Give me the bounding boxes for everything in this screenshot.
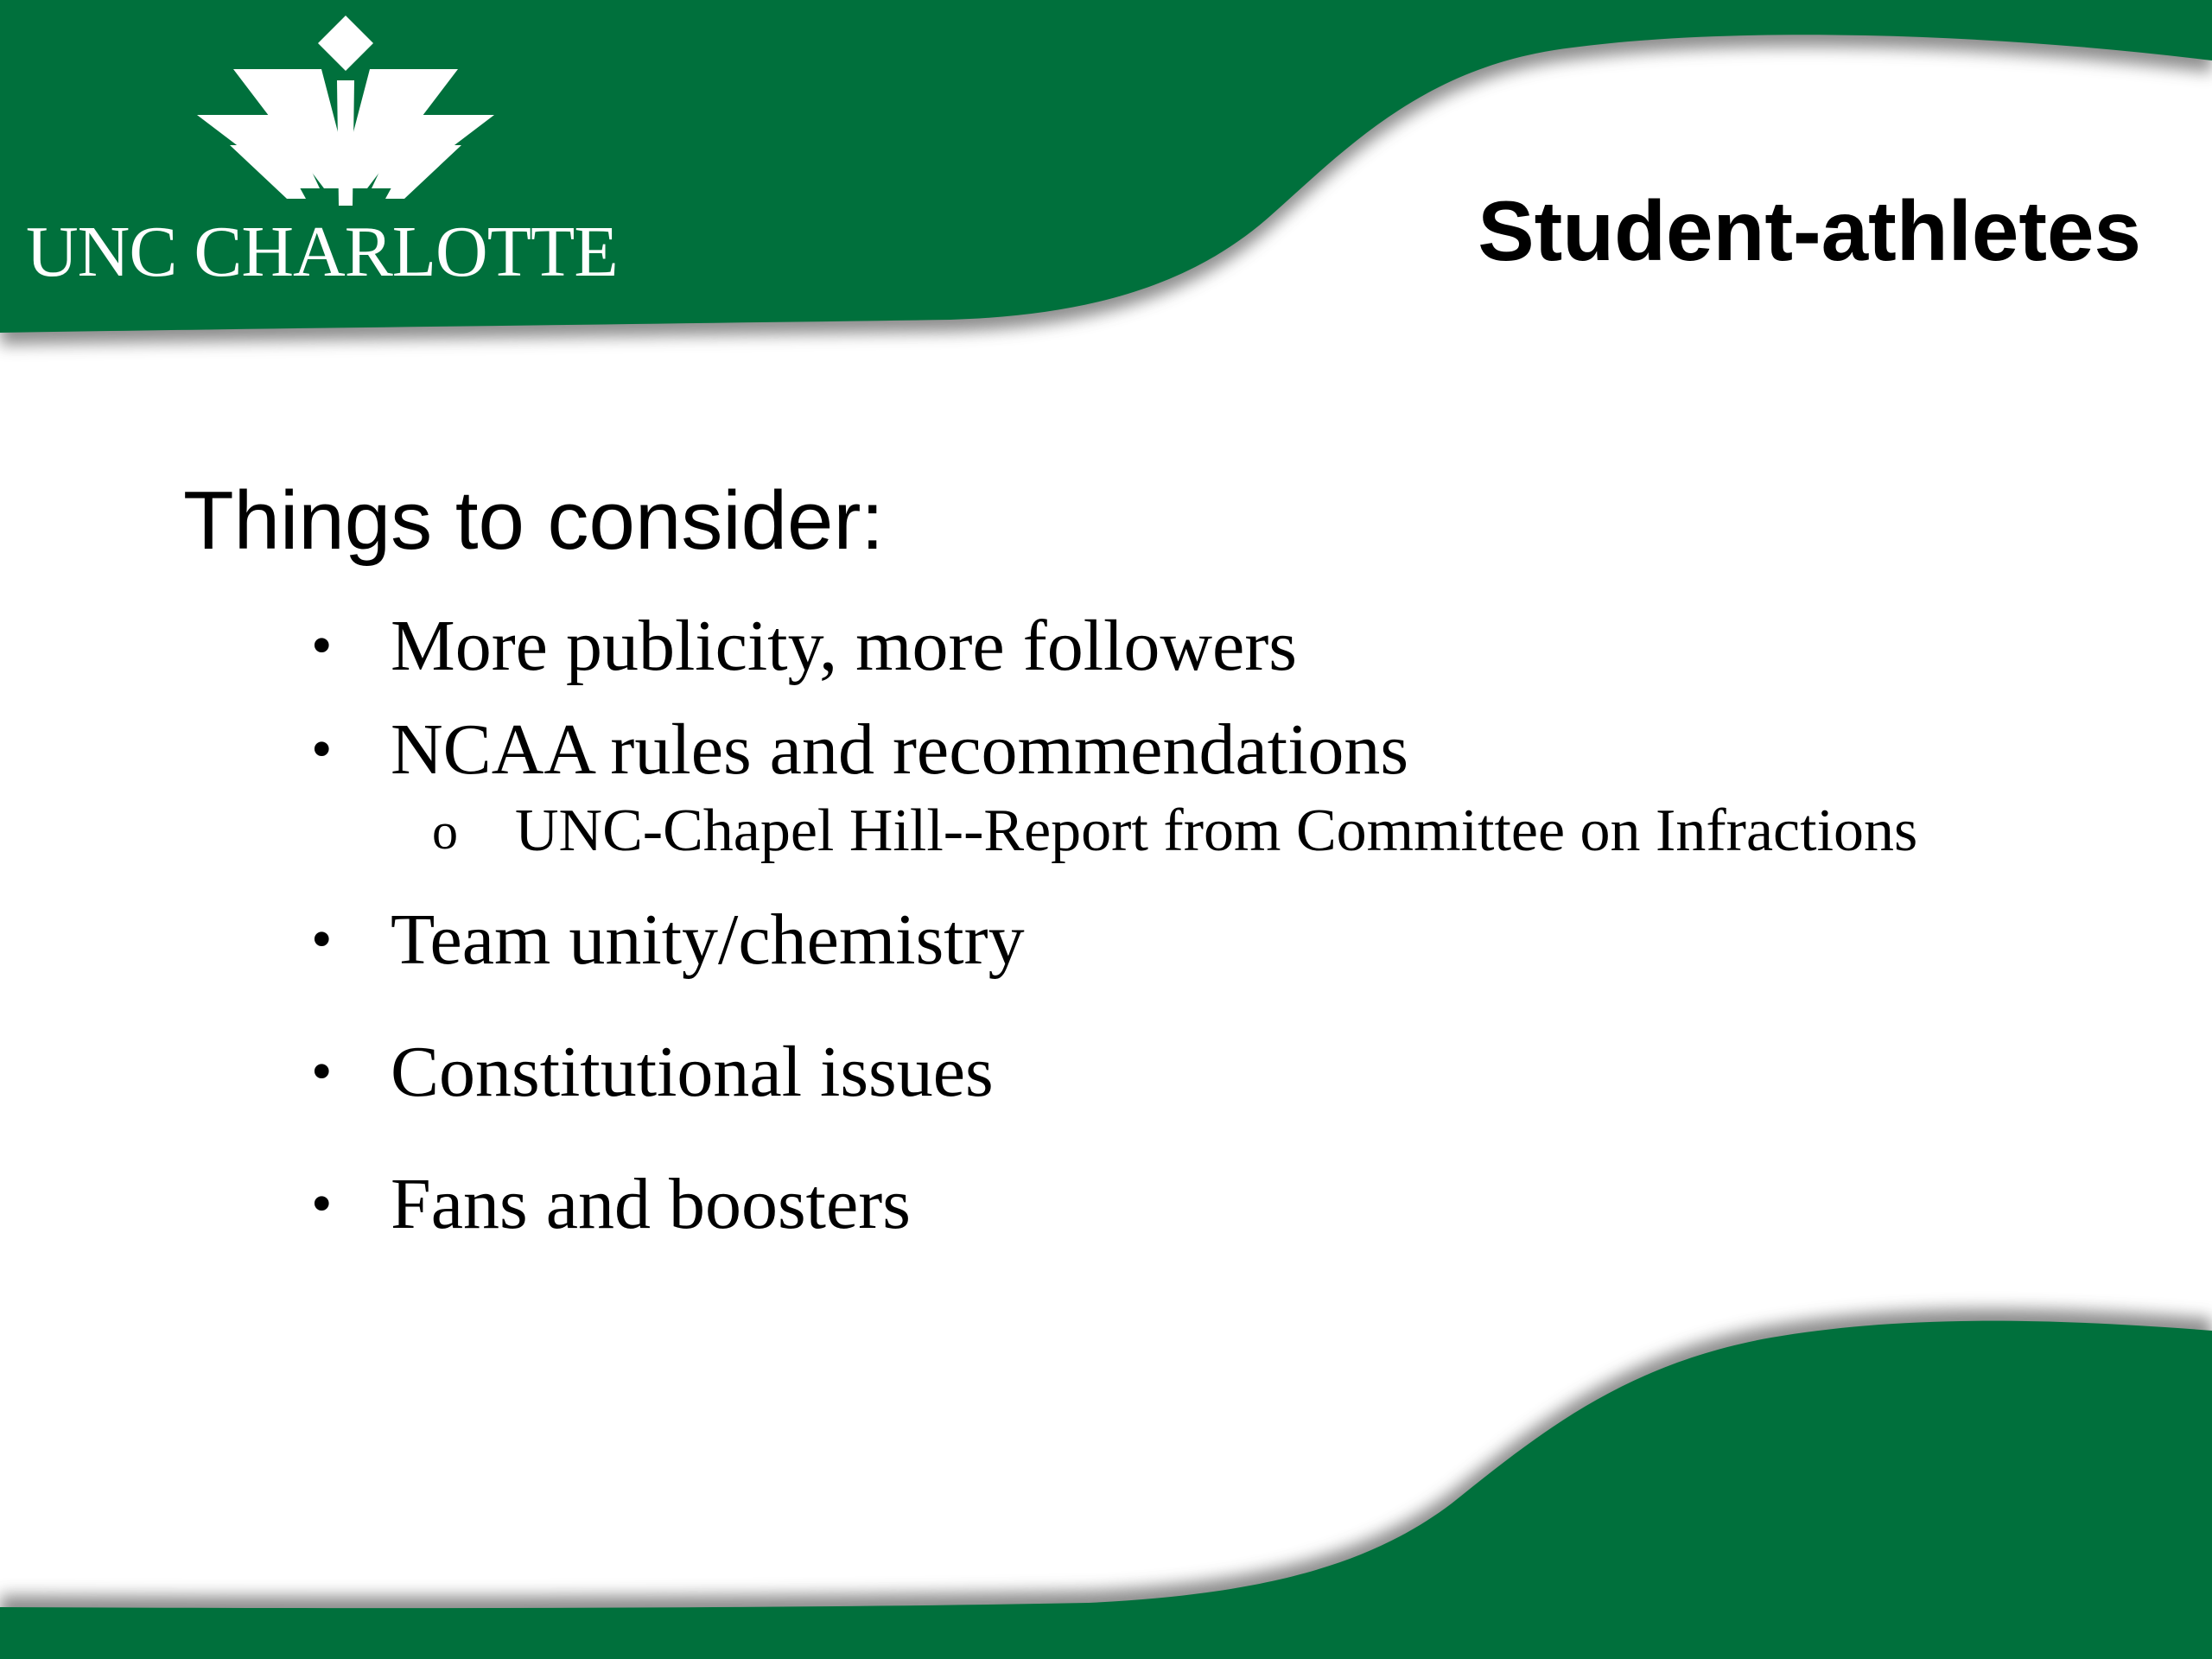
bullet-marker: • — [311, 906, 333, 973]
slide-title: Student-athletes — [1478, 183, 2141, 278]
list-item — [311, 709, 1409, 791]
list-item — [311, 605, 1297, 688]
bottom-swoosh — [0, 1321, 2212, 1659]
list-item — [311, 1163, 911, 1246]
bullet-marker: • — [311, 1171, 333, 1237]
sub-list-item-text: UNC-Chapel Hill--Report from Committee on Infractions — [515, 798, 1918, 864]
list-item-text: Fans and boosters — [391, 1164, 911, 1244]
list-item-text: More publicity, more followers — [391, 606, 1297, 686]
list-item — [311, 1031, 994, 1114]
list-item — [311, 899, 1025, 982]
content-heading: Things to consider: — [183, 474, 885, 567]
content-area — [183, 474, 884, 569]
sub-bullet-marker: o — [432, 803, 458, 860]
list-item-text: NCAA rules and recommendations — [391, 709, 1409, 790]
list-item-text: Team unity/chemistry — [391, 899, 1025, 980]
bullet-marker: • — [311, 1039, 333, 1105]
bullet-marker: • — [311, 716, 333, 783]
logo-wordmark: UNC CHARLOTTE — [26, 212, 618, 292]
list-item-text: Constitutional issues — [391, 1032, 994, 1112]
sub-list-item — [432, 797, 1918, 866]
bullet-marker: • — [311, 613, 333, 679]
